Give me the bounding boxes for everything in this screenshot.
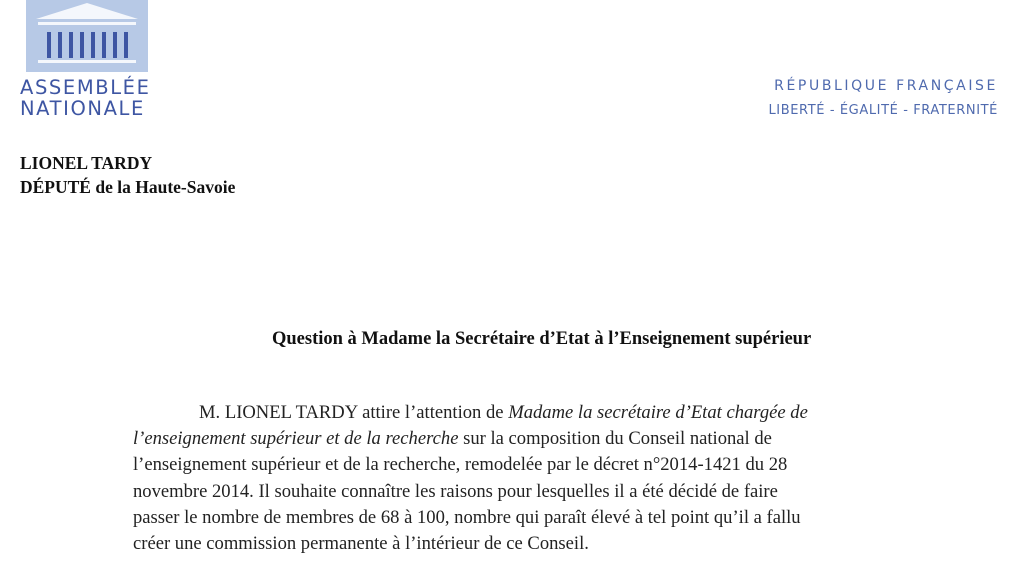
addressee-emphasis: Madame la secrétaire d’Etat chargée de [508,402,808,423]
body-line-2: l’enseignement supérieur et de la recherche sur la composition du Conseil national de [133,428,772,450]
question-title: Question à Madame la Secrétaire d’Etat à l’Enseignement supérieur [272,329,812,349]
body-line-4: novembre 2014. Il souhaite connaître les raisons pour lesquelles il a été décidé de faire [133,480,778,502]
logo-text-assemblee: ASSEMBLÉE [20,76,151,99]
body-line-5: passer le nombre de membres de 68 à 100, nombre qui paraît élevé à tel point qu’il a fallu [133,506,801,528]
body-line-6: créer une commission permanente à l’intérieur de ce Conseil. [133,533,589,555]
assemblee-nationale-emblem-icon [26,0,148,72]
logo-text-nationale: NATIONALE [20,97,145,120]
body-line-1: M. LIONEL TARDY attire l’attention de Madame la secrétaire d’Etat chargée de [199,402,808,423]
question-body [133,400,983,557]
republique-francaise-title: RÉPUBLIQUE FRANÇAISE [774,78,998,94]
deputy-name: LIONEL TARDY [20,153,153,173]
addressee-emphasis-cont: l’enseignement supérieur et de la recherche [133,428,459,450]
body-line-3: l’enseignement supérieur et de la recherche, remodelée par le décret n°2014-1421 du 28 [133,454,788,476]
deputy-role: DÉPUTÉ de la Haute-Savoie [20,177,236,197]
republique-motto: LIBERTÉ - ÉGALITÉ - FRATERNITÉ [768,103,998,118]
